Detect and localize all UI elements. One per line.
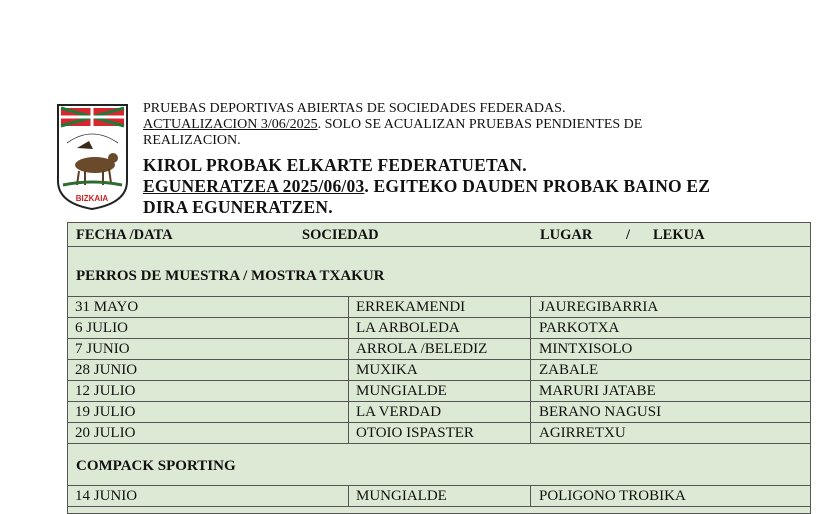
cell-sociedad: MUXIKA bbox=[349, 360, 531, 380]
cell-lugar: ZABALE bbox=[539, 362, 599, 378]
cell-fecha: 7 JUNIO bbox=[68, 339, 349, 359]
header-spanish-update bbox=[143, 117, 723, 149]
cell-lugar: BERANO NAGUSI bbox=[539, 404, 662, 420]
col-sociedad: SOCIEDAD bbox=[302, 227, 379, 243]
cell-fecha: 19 JULIO bbox=[68, 402, 349, 422]
cell-fecha: 20 JULIO bbox=[68, 423, 349, 443]
cell-fecha: 31 MAYO bbox=[68, 297, 349, 317]
update-date-eu: EGUNERATZEA 2025/06/03 bbox=[143, 176, 365, 196]
table-header bbox=[68, 223, 810, 247]
cell-fecha: 14 JUNIO bbox=[68, 486, 349, 506]
table-row bbox=[68, 296, 810, 318]
table-row bbox=[68, 360, 810, 381]
cell-lugar: JAUREGIBARRIA bbox=[539, 299, 659, 315]
update-date-es: ACTUALIZACION 3/06/2025 bbox=[143, 117, 318, 132]
col-fecha: FECHA /DATA bbox=[76, 227, 173, 243]
table-row bbox=[68, 381, 810, 402]
cell-fecha: 28 JUNIO bbox=[68, 360, 349, 380]
table-row bbox=[68, 423, 810, 444]
header-spanish-line1: PRUEBAS DEPORTIVAS ABIERTAS DE SOCIEDADES FEDERADAS. bbox=[143, 101, 566, 116]
cell-lugar: AGIRRETXU bbox=[539, 425, 626, 441]
header-spanish bbox=[143, 101, 723, 149]
cell-fecha: 12 JULIO bbox=[68, 381, 349, 401]
cell-lugar: MINTXISOLO bbox=[539, 341, 633, 357]
table-row bbox=[68, 318, 810, 339]
events-table bbox=[67, 222, 811, 514]
table-row bbox=[68, 485, 810, 507]
cell-sociedad: ARROLA /BELEDIZ bbox=[349, 339, 531, 359]
col-lekua: LEKUA bbox=[653, 227, 705, 243]
cell-lugar: POLIGONO TROBIKA bbox=[539, 488, 686, 504]
section-title: PERROS DE MUESTRA / MOSTRA TXAKUR bbox=[76, 268, 385, 284]
col-lugar: LUGAR bbox=[540, 227, 593, 243]
cell-sociedad: LA ARBOLEDA bbox=[349, 318, 531, 338]
cell-sociedad: LA VERDAD bbox=[349, 402, 531, 422]
cell-lugar: MARURI JATABE bbox=[539, 383, 656, 399]
federation-logo bbox=[55, 103, 130, 211]
section-title: COMPACK SPORTING bbox=[76, 458, 236, 474]
header-basque-line1: KIROL PROBAK ELKARTE FEDERATUETAN. bbox=[143, 155, 527, 175]
header-basque-update bbox=[143, 176, 723, 218]
cell-sociedad: MUNGIALDE bbox=[349, 486, 531, 506]
update-note-es: . SOLO SE ACUALIZAN PRUEBAS PENDIENTES DE REALIZACION. bbox=[143, 117, 643, 148]
header-basque bbox=[143, 155, 723, 218]
section-rows bbox=[68, 485, 810, 507]
update-note-eu: . EGITEKO DAUDEN PROBAK BAINO EZ DIRA EGUNERATZEN. bbox=[143, 176, 711, 217]
cell-lugar: PARKOTXA bbox=[539, 320, 620, 336]
logo-bottom-text: BIZKAIA bbox=[75, 194, 109, 203]
col-slash: / bbox=[626, 227, 631, 243]
section-rows bbox=[68, 296, 810, 444]
cell-sociedad: MUNGIALDE bbox=[349, 381, 531, 401]
cell-sociedad: OTOIO ISPASTER bbox=[349, 423, 531, 443]
table-row bbox=[68, 402, 810, 423]
table-row bbox=[68, 339, 810, 360]
cell-fecha: 6 JULIO bbox=[68, 318, 349, 338]
cell-sociedad: ERREKAMENDI bbox=[349, 297, 531, 317]
